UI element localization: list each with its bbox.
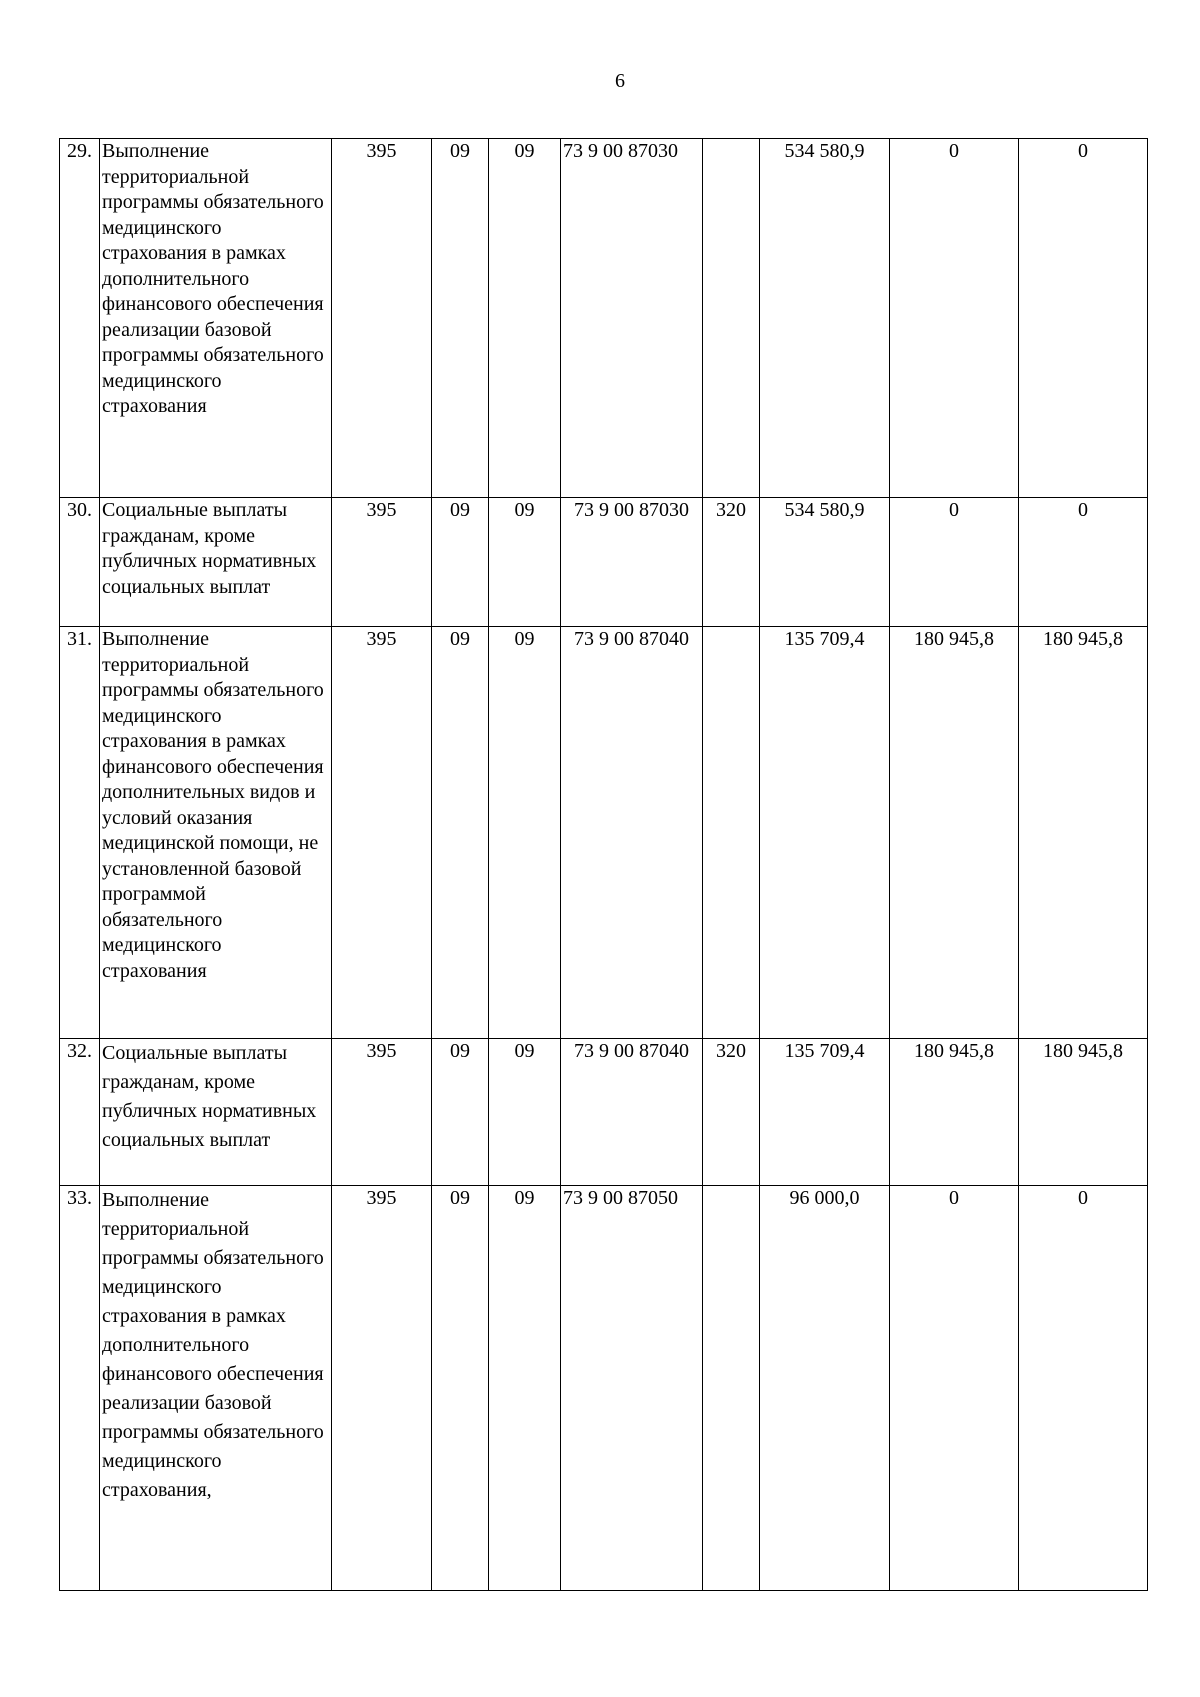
row-amount-3: 0 xyxy=(1019,498,1148,627)
row-number: 29. xyxy=(60,139,100,498)
row-amount-1: 135 709,4 xyxy=(760,1039,890,1186)
table-row xyxy=(60,1039,1148,1186)
row-section: 09 xyxy=(432,627,489,1039)
row-grbs: 395 xyxy=(332,627,432,1039)
budget-table xyxy=(59,138,1148,1591)
table-row xyxy=(60,1186,1148,1591)
row-subsection: 09 xyxy=(489,1039,561,1186)
row-expense-type xyxy=(703,1186,760,1591)
row-grbs: 395 xyxy=(332,139,432,498)
row-amount-1: 534 580,9 xyxy=(760,139,890,498)
row-amount-1: 135 709,4 xyxy=(760,627,890,1039)
row-amount-1: 96 000,0 xyxy=(760,1186,890,1591)
row-number: 30. xyxy=(60,498,100,627)
row-section: 09 xyxy=(432,498,489,627)
row-target-article: 73 9 00 87040 xyxy=(561,627,703,1039)
row-amount-3: 0 xyxy=(1019,1186,1148,1591)
row-section: 09 xyxy=(432,139,489,498)
row-subsection: 09 xyxy=(489,627,561,1039)
row-target-article: 73 9 00 87030 xyxy=(561,139,703,498)
row-number: 32. xyxy=(60,1039,100,1186)
row-subsection: 09 xyxy=(489,139,561,498)
row-section: 09 xyxy=(432,1186,489,1591)
row-section: 09 xyxy=(432,1039,489,1186)
row-amount-2: 180 945,8 xyxy=(890,1039,1019,1186)
table-row xyxy=(60,139,1148,498)
table-row xyxy=(60,627,1148,1039)
row-number: 31. xyxy=(60,627,100,1039)
row-expense-type xyxy=(703,139,760,498)
row-target-article: 73 9 00 87030 xyxy=(561,498,703,627)
row-name: Выполнение территориальной программы обязательного медицинского страхования в рамках дополнительного финансового обеспечения реализации базовой программы обязательного медицинского страхования, xyxy=(100,1186,332,1591)
row-amount-2: 180 945,8 xyxy=(890,627,1019,1039)
table-row xyxy=(60,498,1148,627)
row-amount-3: 180 945,8 xyxy=(1019,1039,1148,1186)
row-amount-3: 180 945,8 xyxy=(1019,627,1148,1039)
row-name: Социальные выплаты гражданам, кроме публичных нормативных социальных выплат xyxy=(100,498,332,627)
row-name: Выполнение территориальной программы обязательного медицинского страхования в рамках финансового обеспечения дополнительных видов и условий оказания медицинской помощи, не установленной базовой программой обязательного медицинского страхования xyxy=(100,627,332,1039)
row-target-article: 73 9 00 87050 xyxy=(561,1186,703,1591)
row-amount-1: 534 580,9 xyxy=(760,498,890,627)
row-expense-type: 320 xyxy=(703,1039,760,1186)
row-subsection: 09 xyxy=(489,498,561,627)
row-number: 33. xyxy=(60,1186,100,1591)
page-number: 6 xyxy=(615,70,625,92)
row-name: Социальные выплаты гражданам, кроме публичных нормативных социальных выплат xyxy=(100,1039,332,1186)
row-amount-2: 0 xyxy=(890,139,1019,498)
row-amount-2: 0 xyxy=(890,498,1019,627)
row-target-article: 73 9 00 87040 xyxy=(561,1039,703,1186)
row-grbs: 395 xyxy=(332,1039,432,1186)
row-grbs: 395 xyxy=(332,1186,432,1591)
row-subsection: 09 xyxy=(489,1186,561,1591)
row-expense-type xyxy=(703,627,760,1039)
row-amount-3: 0 xyxy=(1019,139,1148,498)
row-name: Выполнение территориальной программы обязательного медицинского страхования в рамках дополнительного финансового обеспечения реализации базовой программы обязательного медицинского страхования xyxy=(100,139,332,498)
row-grbs: 395 xyxy=(332,498,432,627)
row-amount-2: 0 xyxy=(890,1186,1019,1591)
row-expense-type: 320 xyxy=(703,498,760,627)
